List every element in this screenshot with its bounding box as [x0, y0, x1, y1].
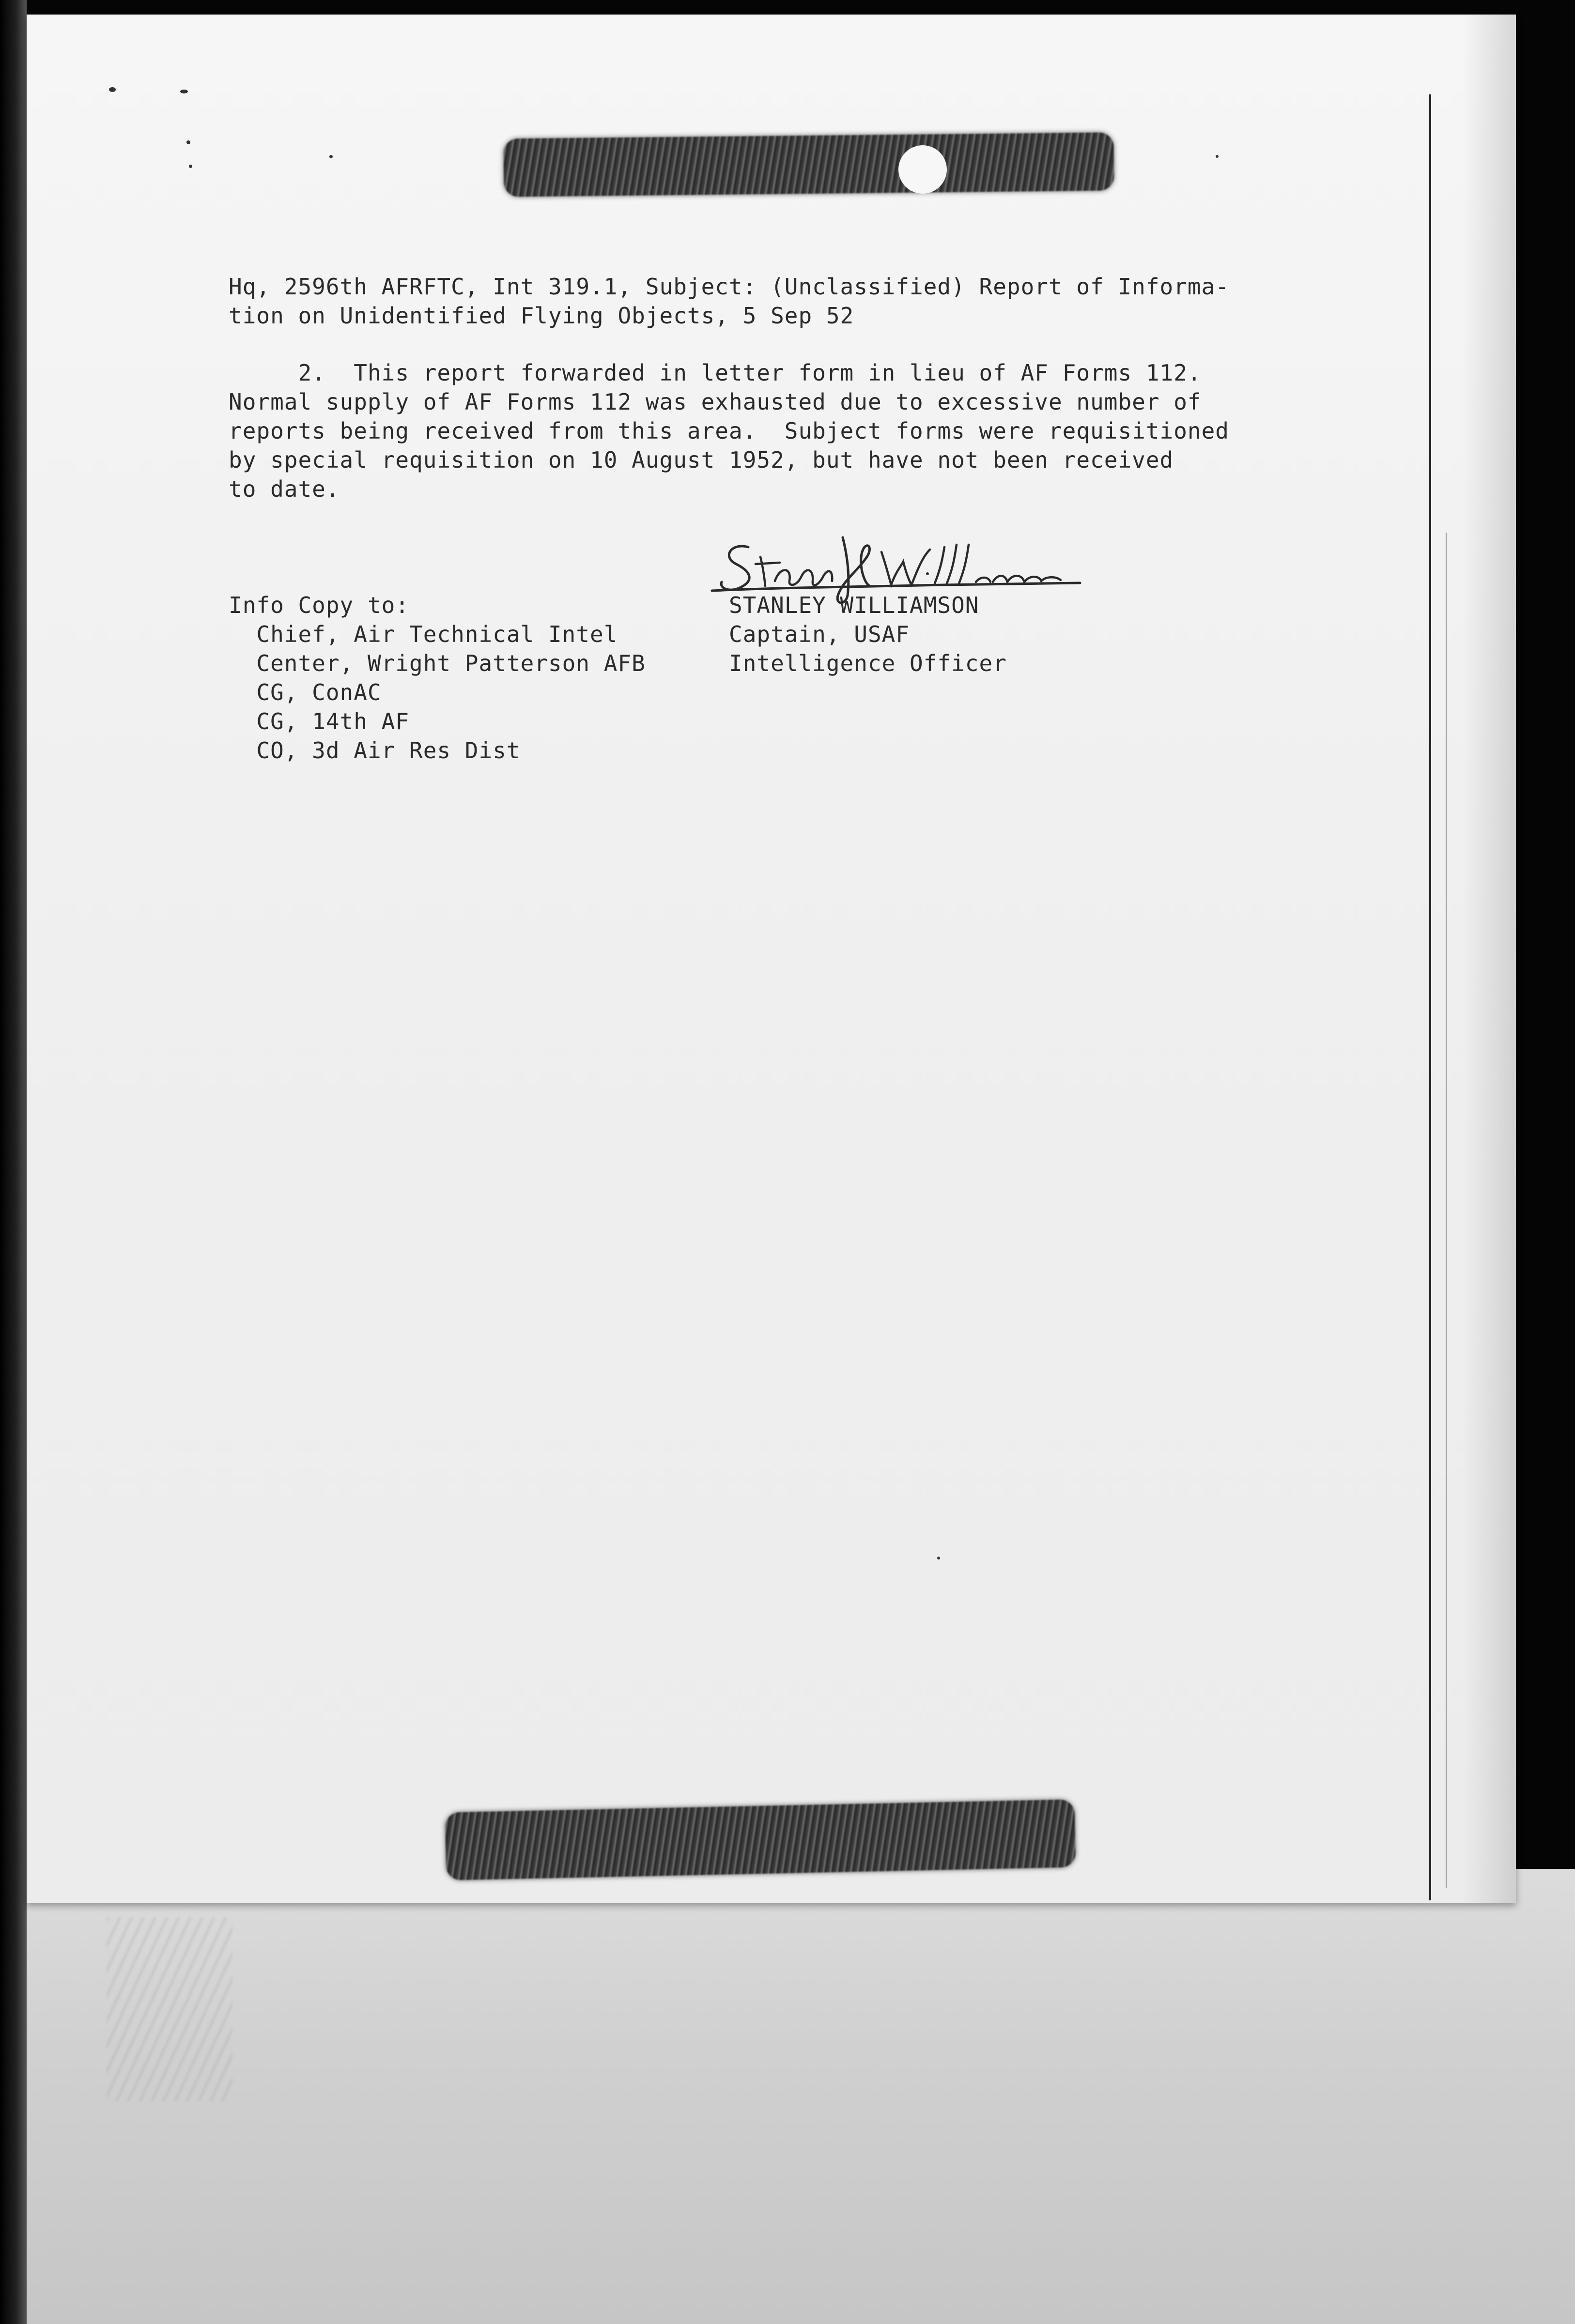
subject-line: Hq, 2596th AFRFTC, Int 319.1, Subject: (Unclassified) Report of Informa- — [229, 274, 1229, 300]
info-copy-block — [229, 591, 646, 765]
punch-hole — [898, 145, 947, 194]
film-left-edge — [0, 0, 27, 2324]
signature-block — [729, 591, 1007, 678]
page-crease — [1446, 533, 1447, 1888]
info-copy-recipient: Center, Wright Patterson AFB — [229, 650, 646, 676]
subject-line: tion on Unidentified Flying Objects, 5 Sep 52 — [229, 303, 854, 329]
speck — [180, 90, 188, 93]
page-fold-line — [1429, 94, 1431, 1900]
speck — [109, 87, 116, 92]
speck — [329, 155, 333, 158]
backing-board — [0, 1869, 1575, 2324]
page-shadow — [1463, 15, 1516, 1903]
paragraph-line: 2. This report forwarded in letter form in lieu of AF Forms 112. — [229, 360, 1202, 386]
paragraph-line: to date. — [229, 476, 340, 502]
info-copy-recipient: Chief, Air Technical Intel — [229, 621, 618, 647]
paragraph-line: by special requisition on 10 August 1952, but have not been received — [229, 447, 1174, 473]
paragraph-line: Normal supply of AF Forms 112 was exhausted due to excessive number of — [229, 389, 1202, 415]
officer-rank: Captain, USAF — [729, 621, 910, 647]
backing-smudge — [107, 1917, 232, 2101]
paragraph-line: reports being received from this area. Subject forms were requisitioned — [229, 418, 1229, 444]
info-copy-recipient: CG, 14th AF — [229, 708, 410, 734]
info-copy-recipient: CO, 3d Air Res Dist — [229, 737, 521, 764]
info-copy-heading: Info Copy to: — [229, 592, 410, 618]
speck — [189, 165, 192, 168]
officer-name: STANLEY WILLIAMSON — [729, 592, 979, 618]
officer-title: Intelligence Officer — [729, 650, 1007, 676]
classification-redaction-top — [503, 132, 1114, 197]
speck — [186, 140, 190, 144]
paragraph-2 — [229, 358, 1229, 504]
speck — [937, 1557, 940, 1560]
speck — [1216, 155, 1219, 158]
subject-block — [229, 272, 1229, 330]
classification-redaction-bottom — [445, 1799, 1076, 1880]
info-copy-recipient: CG, ConAC — [229, 679, 382, 705]
